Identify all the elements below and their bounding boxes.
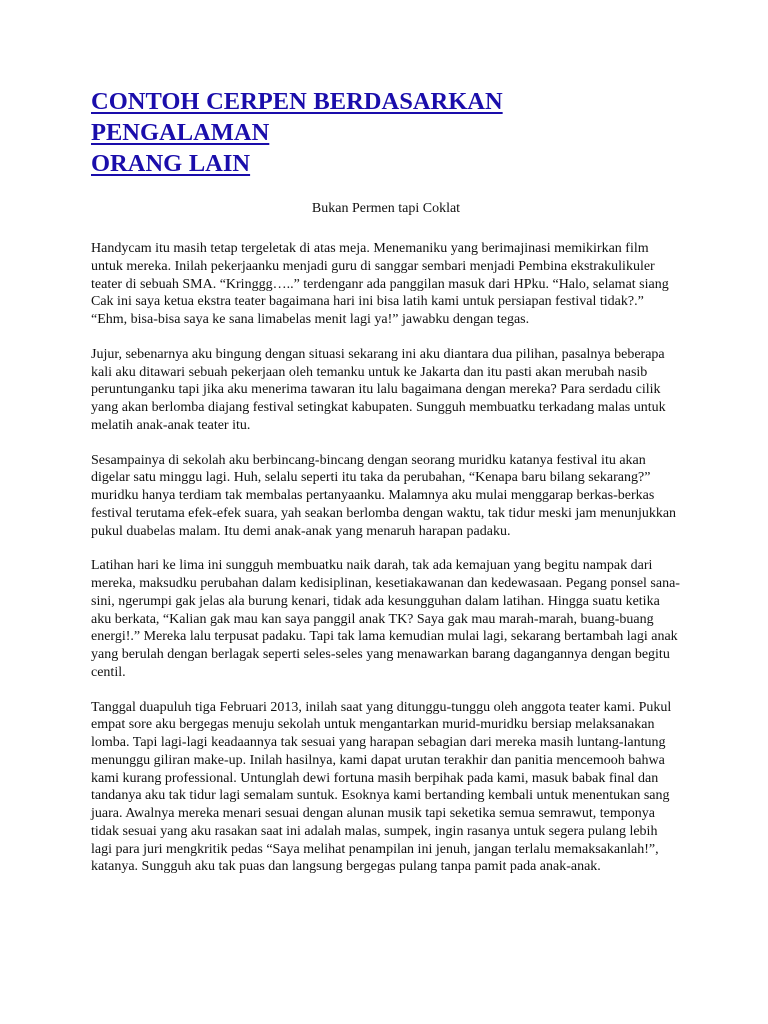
paragraph-1: Handycam itu masih tetap tergeletak di atas meja. Menemaniku yang berimajinasi memikirkan film untuk mereka. Inilah pekerjaanku menjadi guru di sanggar sembari menjadi Pembina ekstrakulikuler teater di sebuah SMA. “Kringgg…..” terdenganr ada panggilan masuk dari HPku. “Halo, selamat siang Cak ini saya ketua ekstra teater bagaimana hari ini bisa latih kami untuk persiapan festival tidak?.” “Ehm, bisa-bisa saya ke sana limabelas menit lagi ya!” jawabku dengan tegas. (91, 241, 669, 327)
story-title: Bukan Permen tapi Coklat (311, 201, 461, 216)
story-body (91, 240, 681, 876)
paragraph-4: Latihan hari ke lima ini sungguh membuatku naik darah, tak ada kemajuan yang begitu nampak dari mereka, maksudku perubahan dalam kedisiplinan, kesetiakawanan dan kedewasaan. Pegang ponsel sana-sini, ngerumpi gak jelas ala burung kenari, tidak ada kesungguhan dalam latihan. Hingga suatu ketika aku berkata, “Kalian gak mau kan saya panggil anak TK? Saya gak mau marah-marah, buang-buang energi!.” Mereka lalu terpusat padaku. Tapi tak lama kemudian mulai lagi, sekarang bertambah lagi anak yang berulah dengan berlagak seperti seles-seles yang menawarkan barang dagangannya dengan begitu centil. (91, 558, 680, 680)
paragraph-2: Jujur, sebenarnya aku bingung dengan situasi sekarang ini aku diantara dua pilihan, pasalnya beberapa kali aku ditawari sebuah pekerjaan oleh temanku untuk ke Jakarta dan itu pasti akan merubah nasib peruntunganku tapi jika aku menerima tawaran itu lalu bagaimana dengan mereka? Para serdadu cilik yang akan berlomba diajang festival setingkat kabupaten. Sungguh membuatku terkadang malas untuk melatih anak-anak teater itu. (91, 346, 666, 433)
paragraph-3: Sesampainya di sekolah aku berbincang-bincang dengan seorang muridku katanya festival itu akan digelar satu minggu lagi. Huh, selalu seperti itu taka da perubahan, “Kenapa baru bilang sekarang?” muridku hanya terdiam tak membalas pertanyaanku. Malamnya aku mulai menggarap berkas-berkas festival terutama efek-efek suara, yah seakan berlomba dengan waktu, tak tidur meski jam menunjukkan pukul duabelas malam. Itu demi anak-anak yang menaruh harapan padaku. (91, 452, 677, 539)
document-page (91, 86, 681, 893)
paragraph-5: Tanggal duapuluh tiga Februari 2013, inilah saat yang ditunggu-tunggu oleh anggota teater kami. Pukul empat sore aku bergegas menuju sekolah untuk mengantarkan murid-muridku bersiap melaksanakan lomba. Tapi lagi-lagi keadaannya tak sesuai yang harapan sebagian dari mereka masih luntang-lantung menunggu giliran make-up. Inilah hasilnya, kami dapat urutan terakhir dan panitia mencemooh bahwa kami kurang professional. Untunglah dewi fortuna masih berpihak pada kami, masuk babak final dan tandanya aku tak tidur lagi semalam suntuk. Esoknya kami bertanding kembali untuk menentukan sang juara. Awalnya mereka menari sesuai dengan alunan musik tapi seketika semua semrawut, temponya tidak sesuai yang aku rasakan saat ini adalah malas, sumpek, ingin rasanya untuk segera pulang lebih lagi para juri mengkritik pedas “Saya melihat penampilan ini jenuh, jangan terlalu memaksakanlah!”, katanya. Sungguh aku tak puas dan langsung bergegas pulang tanpa pamit pada anak-anak. (91, 699, 672, 875)
document-title-link[interactable]: CONTOH CERPEN BERDASARKAN PENGALAMAN ORANG LAIN (91, 88, 503, 177)
